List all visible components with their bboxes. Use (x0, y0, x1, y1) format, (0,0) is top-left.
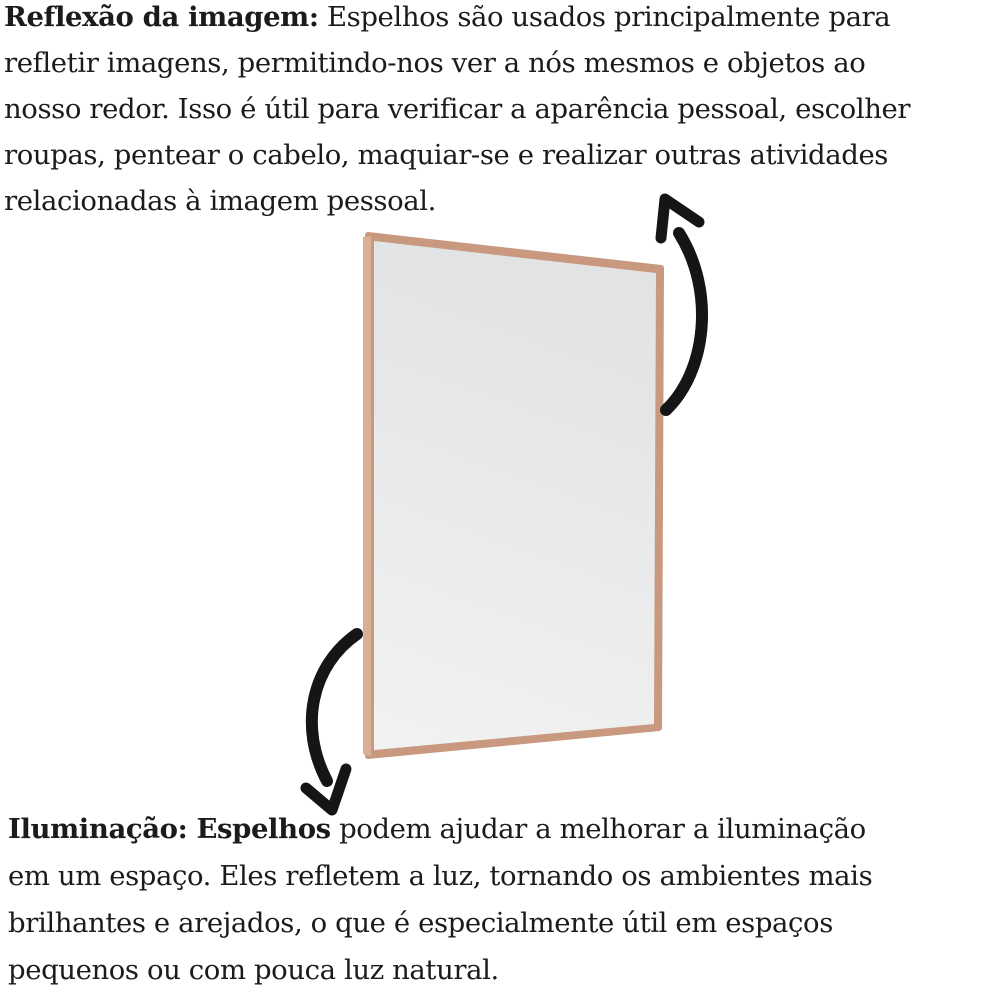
text-line: nosso redor. Isso é útil para verificar a aparência pessoal, escolher (4, 93, 911, 125)
mirror-glass (374, 241, 656, 750)
mirror (363, 235, 661, 756)
text-line: em um espaço. Eles refletem a luz, tornando os ambientes mais (8, 860, 873, 892)
text-line: roupas, pentear o cabelo, maquiar-se e realizar outras atividades (4, 139, 889, 171)
text-segment: podem ajudar a melhorar a iluminação (330, 813, 866, 845)
top-paragraph (4, 0, 998, 224)
text-line: brilhantes e arejados, o que é especialmente útil em espaços (8, 907, 833, 939)
text-line: pequenos ou com pouca luz natural. (8, 954, 499, 986)
mirror-frame-side (363, 236, 371, 756)
paragraph-lead-bold: Iluminação: Espelhos (8, 813, 331, 845)
arrow-down-shaft (312, 634, 357, 781)
paragraph-lead-bold: Reflexão da imagem: (4, 1, 319, 33)
text-line: refletir imagens, permitindo-nos ver a nós mesmos e objetos ao (4, 47, 866, 79)
text-line (4, 0, 998, 40)
arrow-up-shaft (666, 233, 702, 410)
bottom-paragraph (8, 806, 1000, 994)
curved-arrow-down-icon (306, 634, 357, 810)
text-line (8, 806, 1000, 853)
text-segment: Espelhos são usados principalmente para (318, 1, 891, 33)
curved-arrow-up-icon (661, 199, 702, 410)
text-line: relacionadas à imagem pessoal. (4, 185, 437, 217)
